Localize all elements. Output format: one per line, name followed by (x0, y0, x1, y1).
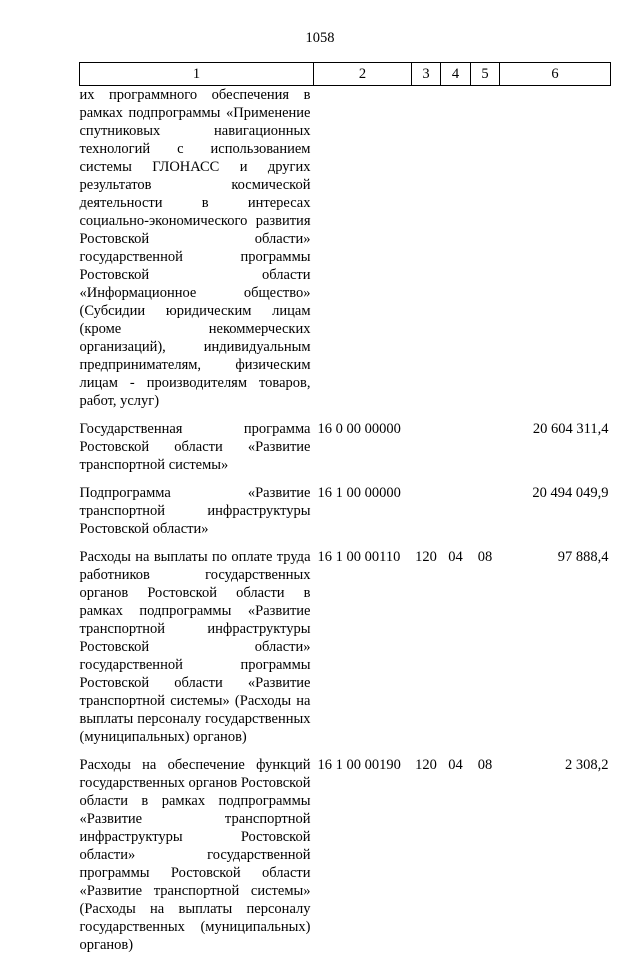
row-rz: 04 (448, 549, 463, 565)
row-pr (471, 480, 500, 544)
row-pr: 08 (477, 549, 493, 565)
row-pr: 08 (477, 757, 493, 773)
row-sum: 20 494 049,9 (532, 485, 609, 501)
row-vr (412, 416, 441, 480)
page-number: 1058 (305, 30, 335, 46)
row-rz (441, 86, 471, 417)
table-row (80, 752, 611, 960)
table-row (80, 544, 611, 752)
row-vr (412, 86, 441, 417)
row-code: 16 1 00 00110 (317, 549, 401, 565)
row-sum: 2 308,2 (565, 757, 609, 773)
row-name: их программного обеспечения в рамках подпрограммы «Применение спутниковых навигационных технологий с использованием системы ГЛОНАСС и других результатов космической деятельности в интересах социально-экономического развития Ростовской области» государственной программы Ростовской области «Информационное общество» (Субсидии юридическим лицам (кроме некоммерческих организаций), индивидуальным предпринимателям, физическим лицам - производителям товаров, работ, услуг) (79, 87, 311, 409)
row-code: 16 1 00 00190 (317, 757, 401, 773)
row-rz: 04 (448, 757, 463, 773)
row-name: Подпрограмма «Развитие транспортной инфраструктуры Ростовской области» (79, 485, 311, 537)
row-code: 16 0 00 00000 (317, 421, 401, 437)
row-code (314, 86, 412, 417)
column-header-3: 3 (412, 63, 441, 86)
column-header-6: 6 (500, 63, 611, 86)
column-header-2: 2 (314, 63, 412, 86)
row-pr (471, 86, 500, 417)
row-pr (471, 416, 500, 480)
row-sum (500, 86, 611, 417)
row-rz (441, 480, 471, 544)
table-row (80, 86, 611, 417)
budget-table (79, 62, 611, 960)
row-sum: 20 604 311,4 (532, 421, 609, 437)
column-header-4: 4 (441, 63, 471, 86)
table-row (80, 480, 611, 544)
row-rz (441, 416, 471, 480)
row-code: 16 1 00 00000 (317, 485, 401, 501)
row-name: Расходы на обеспечение функций государственных органов Ростовской области в рамках подпрограммы «Развитие транспортной инфраструктуры Ростовской области» государственной программы Ростовской области «Развитие транспортной системы» (Расходы на выплаты персоналу государственных (муниципальных) органов) (79, 757, 311, 953)
row-vr: 120 (415, 757, 437, 773)
row-name: Расходы на выплаты по оплате труда работников государственных органов Ростовской области в рамках подпрограммы «Развитие транспортной инфраструктуры Ростовской области» государственной программы Ростовской области «Развитие транспортной системы» (Расходы на выплаты персоналу государственных (муниципальных) органов) (79, 549, 311, 745)
row-name: Государственная программа Ростовской области «Развитие транспортной системы» (79, 421, 311, 473)
table-row (80, 416, 611, 480)
row-vr (412, 480, 441, 544)
table-header-row (80, 63, 611, 86)
row-vr: 120 (415, 549, 437, 565)
row-sum: 97 888,4 (557, 549, 609, 565)
column-header-5: 5 (471, 63, 500, 86)
column-header-1: 1 (80, 63, 314, 86)
